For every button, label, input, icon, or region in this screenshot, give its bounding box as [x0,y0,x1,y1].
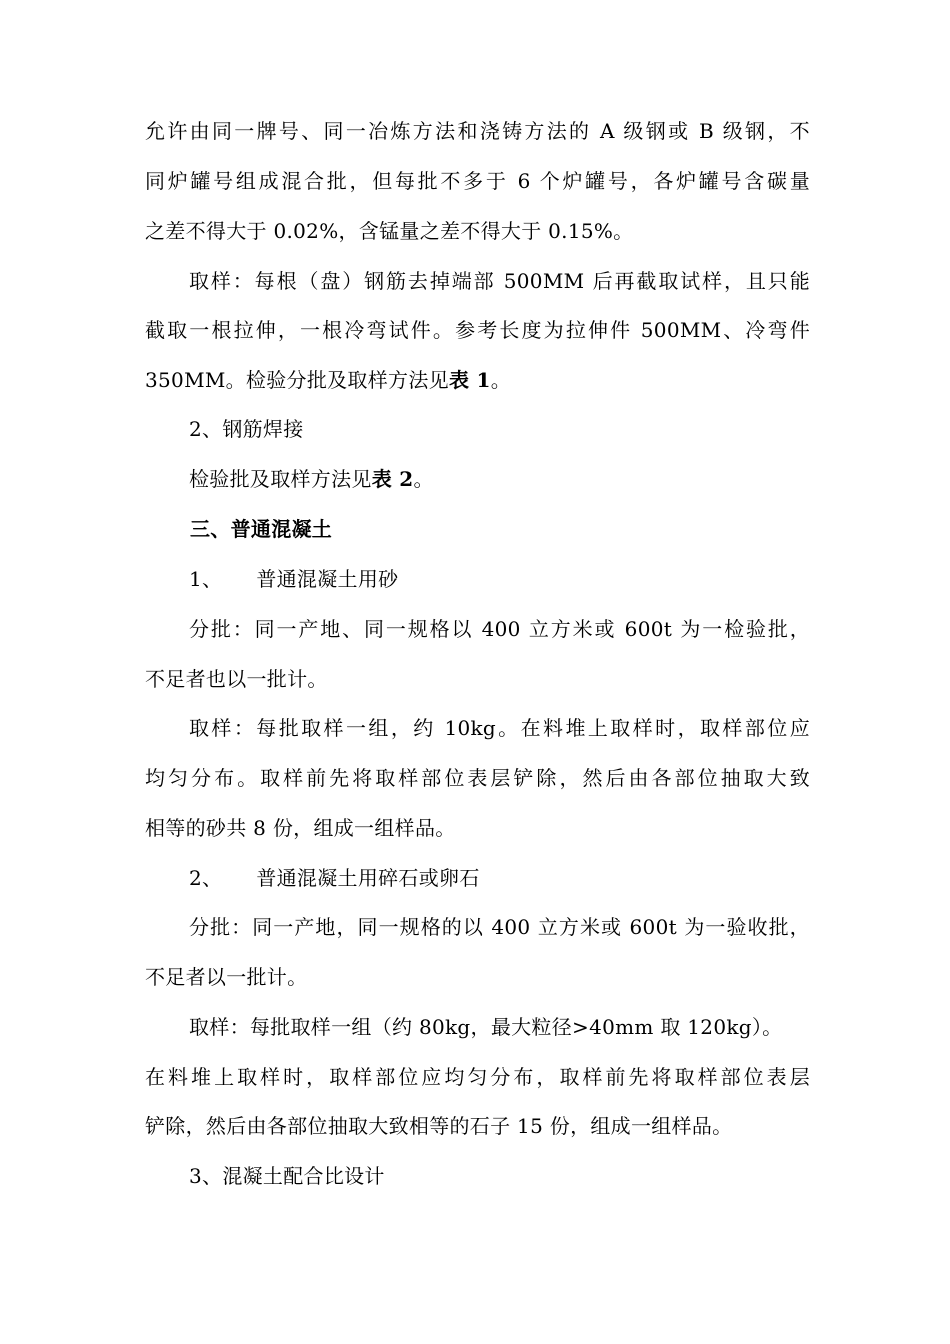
subsection-title [189,865,810,891]
paragraph-line: 允许由同一牌号、同一冶炼方法和浇铸方法的 A 级钢或 B 级钢，不 [145,119,810,143]
paragraph-text: 。 [490,368,512,392]
paragraph-line: 之差不得大于 0.02%，含锰量之差不得大于 0.15%。 [145,219,634,243]
subsection-number: 1、 [189,567,223,591]
paragraph-line: 在料堆上取样时，取样部位应均匀分布，取样前先将取样部位表层 [145,1065,810,1089]
table-reference: 表 1 [448,368,491,392]
paragraph-line: 分批：同一产地，同一规格的以 400 立方米或 600t 为一验收批， [189,915,810,939]
subsection-title: 3、混凝土配合比设计 [189,1164,385,1188]
paragraph-line [189,466,810,492]
paragraph-line: 取样：每批取样一组，约 10kg。在料堆上取样时，取样部位应 [189,716,810,740]
subsection-label: 普通混凝土用碎石或卵石 [256,866,480,890]
paragraph-text: 350MM。检验分批及取样方法见 [145,368,449,392]
subsection-title [189,566,810,592]
paragraph-text: 。 [413,467,434,491]
subsection-label: 普通混凝土用砂 [256,567,399,591]
paragraph-text: 检验批及取样方法见 [189,467,372,491]
paragraph-line: 不足者以一批计。 [145,965,308,989]
paragraph-line: 同炉罐号组成混合批，但每批不多于 6 个炉罐号，各炉罐号含碳量 [145,169,810,193]
paragraph-line: 截取一根拉伸，一根冷弯试件。参考长度为拉伸件 500MM、冷弯件 [145,318,810,342]
paragraph-line: 相等的砂共 8 份，组成一组样品。 [145,816,456,840]
item-title: 2、钢筋焊接 [189,417,304,441]
paragraph-line: 不足者也以一批计。 [145,667,328,691]
section-heading: 三、普通混凝土 [190,517,333,541]
paragraph-line [145,367,810,393]
paragraph-line: 取样：每根（盘）钢筋去掉端部 500MM 后再截取试样，且只能 [189,269,810,293]
paragraph-line: 均匀分布。取样前先将取样部位表层铲除，然后由各部位抽取大致 [145,766,810,790]
paragraph-line: 铲除，然后由各部位抽取大致相等的石子 15 份，组成一组样品。 [145,1114,733,1138]
paragraph-line: 分批：同一产地、同一规格以 400 立方米或 600t 为一检验批， [189,617,810,641]
subsection-number: 2、 [189,866,223,890]
table-reference: 表 2 [371,467,414,491]
paragraph-line: 取样：每批取样一组（约 80kg，最大粒径>40mm 取 120kg）。 [189,1015,783,1039]
